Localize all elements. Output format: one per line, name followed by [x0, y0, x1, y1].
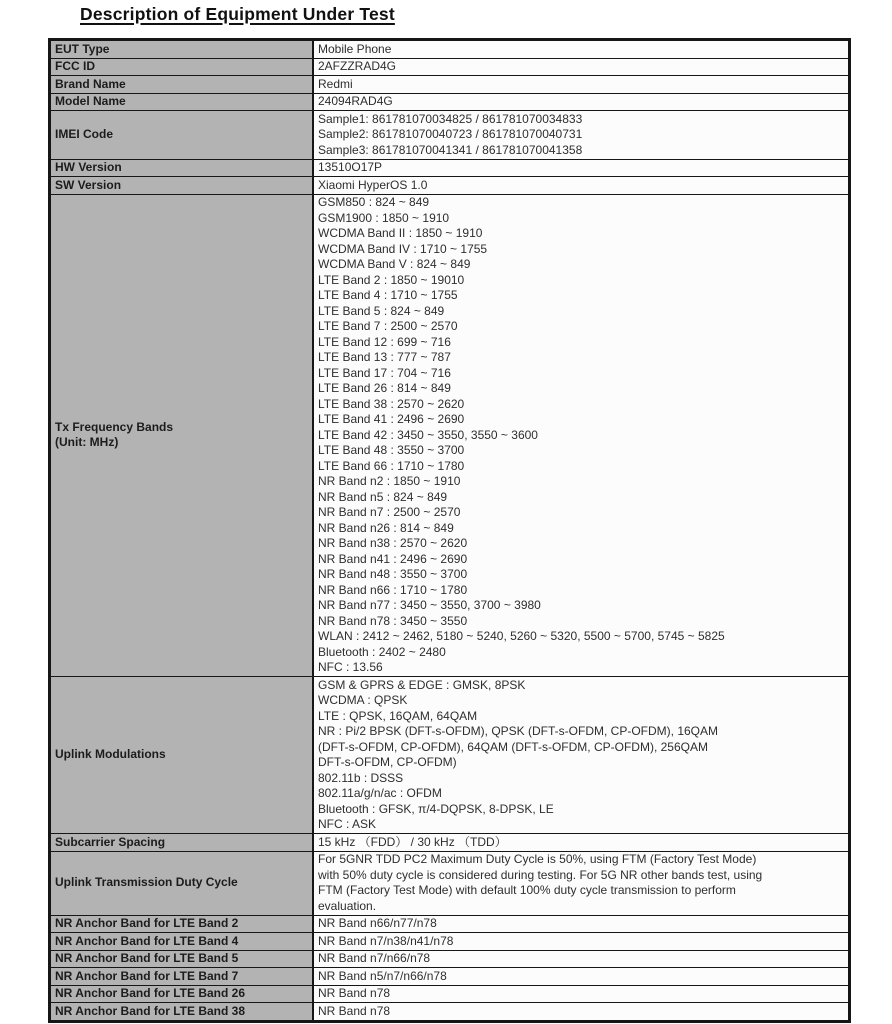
- row-label-line: NR Anchor Band for LTE Band 4: [55, 933, 239, 948]
- row-value-cell: [314, 986, 848, 1003]
- row-value-cell: [314, 177, 848, 194]
- row-value-line: LTE Band 17 : 704 ~ 716: [318, 365, 451, 380]
- row-value-line: NR Band n78: [318, 1003, 391, 1018]
- row-label-line: SW Version: [55, 177, 122, 192]
- row-value-line: WCDMA : QPSK: [318, 693, 408, 707]
- row-value-line: NR Band n26 : 814 ~ 849: [318, 520, 454, 535]
- row-label-cell: [51, 41, 314, 58]
- table-row: [51, 41, 848, 58]
- table-row: [51, 75, 848, 93]
- row-label-cell: [51, 76, 314, 93]
- row-label-line: NR Anchor Band for LTE Band 2: [55, 916, 239, 930]
- row-label-line: EUT Type: [55, 41, 110, 56]
- row-value-line: NR Band n77 : 3450 ~ 3550, 3700 ~ 3980: [318, 598, 541, 612]
- row-value-line: Mobile Phone: [318, 41, 392, 56]
- row-label-line: Uplink Transmission Duty Cycle: [55, 875, 238, 890]
- row-value-line: LTE Band 4 : 1710 ~ 1755: [318, 288, 458, 302]
- row-label-cell: [51, 111, 314, 159]
- row-value-line: NR Band n38 : 2570 ~ 2620: [318, 536, 468, 550]
- row-value-line: WCDMA Band II : 1850 ~ 1910: [318, 226, 483, 240]
- row-value-line: For 5GNR TDD PC2 Maximum Duty Cycle is 50%, using FTM (Factory Test Mode): [318, 852, 757, 866]
- row-value-cell: [314, 59, 848, 76]
- row-value-cell: [314, 111, 848, 159]
- row-value-line: 24094RAD4G: [318, 94, 393, 108]
- row-value-line: LTE Band 38 : 2570 ~ 2620: [318, 396, 465, 411]
- row-value-line: NR Band n66/n77/n78: [318, 916, 437, 930]
- row-value-line: NR Band n78 : 3450 ~ 3550: [318, 613, 468, 628]
- row-value-line: WCDMA Band IV : 1710 ~ 1755: [318, 241, 488, 256]
- row-value-line: Sample1: 861781070034825 / 861781070034833: [318, 111, 583, 126]
- row-value-line: LTE Band 5 : 824 ~ 849: [318, 303, 445, 318]
- row-label-line: NR Anchor Band for LTE Band 38: [55, 1003, 246, 1018]
- row-label-cell: [51, 852, 314, 915]
- table-row: [51, 833, 848, 851]
- page-title: Description of Equipment Under Test: [80, 4, 395, 24]
- row-value-line: Sample3: 861781070041341 / 861781070041358: [318, 142, 583, 157]
- row-value-cell: [314, 41, 848, 58]
- row-value-line: 15 kHz （FDD） / 30 kHz （TDD）: [318, 834, 507, 849]
- table-row: [51, 967, 848, 985]
- row-label-cell: [51, 986, 314, 1003]
- table-row: [51, 58, 848, 76]
- row-value-cell: [314, 968, 848, 985]
- row-value-line: NFC : 13.56: [318, 660, 383, 674]
- row-value-line: WLAN : 2412 ~ 2462, 5180 ~ 5240, 5260 ~ 5320, 5500 ~ 5700, 5745 ~ 5825: [318, 629, 725, 643]
- row-value-line: Xiaomi HyperOS 1.0: [318, 177, 428, 192]
- table-row: [51, 932, 848, 950]
- row-value-cell: [314, 916, 848, 933]
- row-label-line: Model Name: [55, 94, 126, 108]
- row-label-line: NR Anchor Band for LTE Band 26: [55, 986, 246, 1000]
- table-row: [51, 915, 848, 933]
- table-row: [51, 110, 848, 159]
- row-value-cell: [314, 76, 848, 93]
- row-label-line: (Unit: MHz): [55, 435, 119, 450]
- row-value-cell: [314, 852, 848, 915]
- row-value-line: Sample2: 861781070040723 / 861781070040731: [318, 127, 583, 141]
- row-label-line: NR Anchor Band for LTE Band 5: [55, 951, 239, 965]
- table-row: [51, 194, 848, 677]
- row-value-line: NFC : ASK: [318, 817, 377, 831]
- row-value-line: NR Band n7/n38/n41/n78: [318, 933, 454, 948]
- row-value-line: NR Band n66 : 1710 ~ 1780: [318, 582, 468, 597]
- row-value-line: NR Band n41 : 2496 ~ 2690: [318, 551, 468, 566]
- row-value-line: GSM1900 : 1850 ~ 1910: [318, 210, 450, 225]
- row-label-cell: [51, 916, 314, 933]
- row-value-line: with 50% duty cycle is considered during testing. For 5G NR other bands test, using: [318, 867, 763, 882]
- row-value-line: 802.11b : DSSS: [318, 770, 404, 785]
- row-value-cell: [314, 951, 848, 968]
- row-value-cell: [314, 933, 848, 950]
- row-value-line: (DFT-s-OFDM, CP-OFDM), 64QAM (DFT-s-OFDM, CP-OFDM), 256QAM: [318, 739, 708, 754]
- eut-description-table: [48, 38, 851, 1023]
- row-value-line: 13510O17P: [318, 160, 383, 174]
- row-label-line: IMEI Code: [55, 127, 114, 141]
- table-row: [51, 1002, 848, 1020]
- row-label-cell: [51, 94, 314, 111]
- row-value-line: NR Band n7 : 2500 ~ 2570: [318, 505, 461, 519]
- row-label-cell: [51, 951, 314, 968]
- row-value-line: LTE Band 42 : 3450 ~ 3550, 3550 ~ 3600: [318, 427, 538, 442]
- row-value-line: NR Band n5 : 824 ~ 849: [318, 489, 448, 504]
- row-value-cell: [314, 1003, 848, 1020]
- row-value-line: LTE Band 66 : 1710 ~ 1780: [318, 458, 465, 473]
- row-label-cell: [51, 59, 314, 76]
- row-value-line: DFT-s-OFDM, CP-OFDM): [318, 755, 457, 769]
- row-value-line: NR Band n78: [318, 986, 391, 1000]
- table-row: [51, 950, 848, 968]
- row-label-line: Brand Name: [55, 76, 126, 91]
- table-row: [51, 851, 848, 915]
- row-value-line: NR : Pi/2 BPSK (DFT-s-OFDM), QPSK (DFT-s-OFDM, CP-OFDM), 16QAM: [318, 724, 719, 738]
- row-label-line: NR Anchor Band for LTE Band 7: [55, 968, 239, 983]
- row-value-line: GSM & GPRS & EDGE : GMSK, 8PSK: [318, 677, 526, 692]
- row-label-cell: [51, 933, 314, 950]
- row-value-line: LTE Band 48 : 3550 ~ 3700: [318, 443, 465, 457]
- row-value-line: NR Band n5/n7/n66/n78: [318, 968, 447, 983]
- row-value-line: Redmi: [318, 76, 353, 91]
- table-row: [51, 176, 848, 194]
- row-value-cell: [314, 834, 848, 851]
- row-value-line: NR Band n2 : 1850 ~ 1910: [318, 474, 461, 488]
- row-value-cell: [314, 677, 848, 833]
- row-value-line: Bluetooth : 2402 ~ 2480: [318, 644, 446, 659]
- row-value-cell: [314, 94, 848, 111]
- row-label-cell: [51, 834, 314, 851]
- row-value-line: LTE Band 13 : 777 ~ 787: [318, 350, 451, 364]
- row-label-line: FCC ID: [55, 59, 95, 73]
- row-value-line: LTE : QPSK, 16QAM, 64QAM: [318, 708, 478, 723]
- row-value-line: WCDMA Band V : 824 ~ 849: [318, 257, 471, 271]
- row-label-cell: [51, 968, 314, 985]
- row-label-line: Tx Frequency Bands: [55, 419, 174, 434]
- row-label-cell: [51, 177, 314, 194]
- row-value-line: 2AFZZRAD4G: [318, 59, 397, 73]
- row-label-line: Subcarrier Spacing: [55, 834, 166, 849]
- row-value-cell: [314, 160, 848, 177]
- table-row: [51, 985, 848, 1003]
- row-value-line: LTE Band 7 : 2500 ~ 2570: [318, 319, 458, 333]
- row-value-cell: [314, 195, 848, 677]
- row-label-line: Uplink Modulations: [55, 747, 166, 762]
- row-value-line: GSM850 : 824 ~ 849: [318, 195, 430, 209]
- row-label-cell: [51, 160, 314, 177]
- row-value-line: FTM (Factory Test Mode) with default 100% duty cycle transmission to perform: [318, 883, 736, 897]
- table-row: [51, 93, 848, 111]
- document-page: [0, 4, 892, 1023]
- row-value-line: evaluation.: [318, 898, 377, 913]
- row-label-line: HW Version: [55, 160, 122, 174]
- row-value-line: NR Band n48 : 3550 ~ 3700: [318, 567, 468, 581]
- table-row: [51, 676, 848, 833]
- row-label-cell: [51, 677, 314, 833]
- row-value-line: LTE Band 41 : 2496 ~ 2690: [318, 412, 465, 426]
- row-label-cell: [51, 195, 314, 677]
- row-label-cell: [51, 1003, 314, 1020]
- row-value-line: LTE Band 26 : 814 ~ 849: [318, 381, 451, 395]
- row-value-line: 802.11a/g/n/ac : OFDM: [318, 786, 442, 800]
- row-value-line: LTE Band 2 : 1850 ~ 19010: [318, 272, 465, 287]
- row-value-line: NR Band n7/n66/n78: [318, 951, 431, 965]
- row-value-line: LTE Band 12 : 699 ~ 716: [318, 334, 451, 349]
- table-row: [51, 159, 848, 177]
- row-value-line: Bluetooth : GFSK, π/4-DQPSK, 8-DPSK, LE: [318, 801, 554, 816]
